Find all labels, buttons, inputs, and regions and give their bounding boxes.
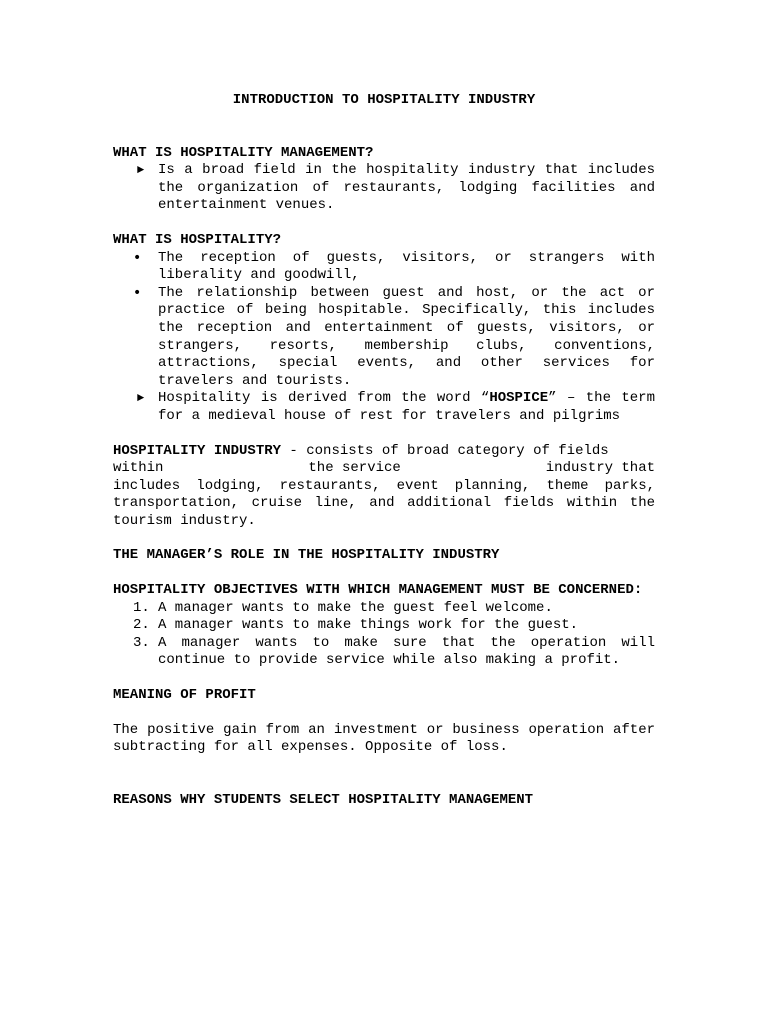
list-item: [113, 617, 655, 635]
list-number: 2.: [133, 617, 150, 634]
list-item-text: A manager wants to make things work for the guest.: [158, 617, 579, 634]
document-page: [113, 92, 655, 809]
industry-definition-start: - consists of broad category of fields: [281, 442, 609, 459]
arrow-list-management: [113, 162, 655, 215]
arrow-bullet-icon: ►: [137, 163, 145, 178]
derived-word: HOSPICE: [489, 390, 549, 407]
heading-hospitality-objectives: HOSPITALITY OBJECTIVES WITH WHICH MANAGEMENT MUST BE CONCERNED:: [113, 582, 643, 599]
list-item-text: Is a broad field in the hospitality industry that includes the organization of restaurants, lodging facilities and entertainment venues.: [158, 162, 655, 214]
list-item: [113, 635, 655, 670]
list-item-text: A manager wants to make sure that the operation will continue to provide service while also making a profit.: [158, 634, 655, 669]
arrow-bullet-icon: ►: [137, 391, 145, 406]
bullet-list-hospitality: [113, 250, 655, 391]
heading-managers-role: THE MANAGER’S ROLE IN THE HOSPITALITY INDUSTRY: [113, 547, 500, 564]
profit-definition: The positive gain from an investment or business operation after subtracting for all expenses. Opposite of loss.: [113, 721, 655, 756]
industry-word-within: within: [113, 460, 164, 477]
industry-word-industry: industry that: [545, 460, 655, 477]
heading-what-is-hospitality-management: WHAT IS HOSPITALITY MANAGEMENT?: [113, 144, 374, 161]
list-item: [113, 250, 655, 285]
industry-definition-rest: includes lodging, restaurants, event planning, theme parks, transportation, cruise line, and additional fields within the tourism industry.: [113, 477, 655, 529]
derived-suffix: ” – the term for a medieval house of rest for travelers and pilgrims: [158, 390, 655, 424]
list-item: [113, 390, 655, 425]
list-item-text: The reception of guests, visitors, or strangers with liberality and goodwill,: [158, 249, 655, 284]
industry-word-service: the service: [308, 460, 401, 477]
objectives-list: [113, 600, 655, 670]
arrow-list-derived: [113, 390, 655, 425]
list-item: [113, 162, 655, 215]
heading-meaning-of-profit: MEANING OF PROFIT: [113, 687, 256, 704]
derived-prefix: Hospitality is derived from the word “: [158, 390, 490, 407]
heading-reasons-students: REASONS WHY STUDENTS SELECT HOSPITALITY MANAGEMENT: [113, 791, 534, 808]
industry-line-1: [113, 443, 655, 461]
dot-bullet-icon: •: [133, 284, 142, 301]
heading-what-is-hospitality: WHAT IS HOSPITALITY?: [113, 231, 282, 248]
list-item: [113, 285, 655, 391]
industry-line-2: [113, 460, 655, 478]
industry-definition: [113, 443, 655, 531]
list-number: 3.: [133, 634, 150, 651]
document-title: INTRODUCTION TO HOSPITALITY INDUSTRY: [232, 92, 536, 108]
list-item: [113, 600, 655, 618]
list-item-text: A manager wants to make the guest feel welcome.: [158, 599, 553, 616]
industry-term: HOSPITALITY INDUSTRY: [113, 442, 282, 459]
list-number: 1.: [133, 599, 150, 616]
dot-bullet-icon: •: [133, 249, 142, 266]
list-item-text: The relationship between guest and host, or the act or practice of being hospitable. Specifically, this includes the reception and entertainment of guests, visitors, or strangers, resorts, membership clubs, conventions, attractions, special events, and other services for travelers and tourists.: [158, 284, 655, 389]
